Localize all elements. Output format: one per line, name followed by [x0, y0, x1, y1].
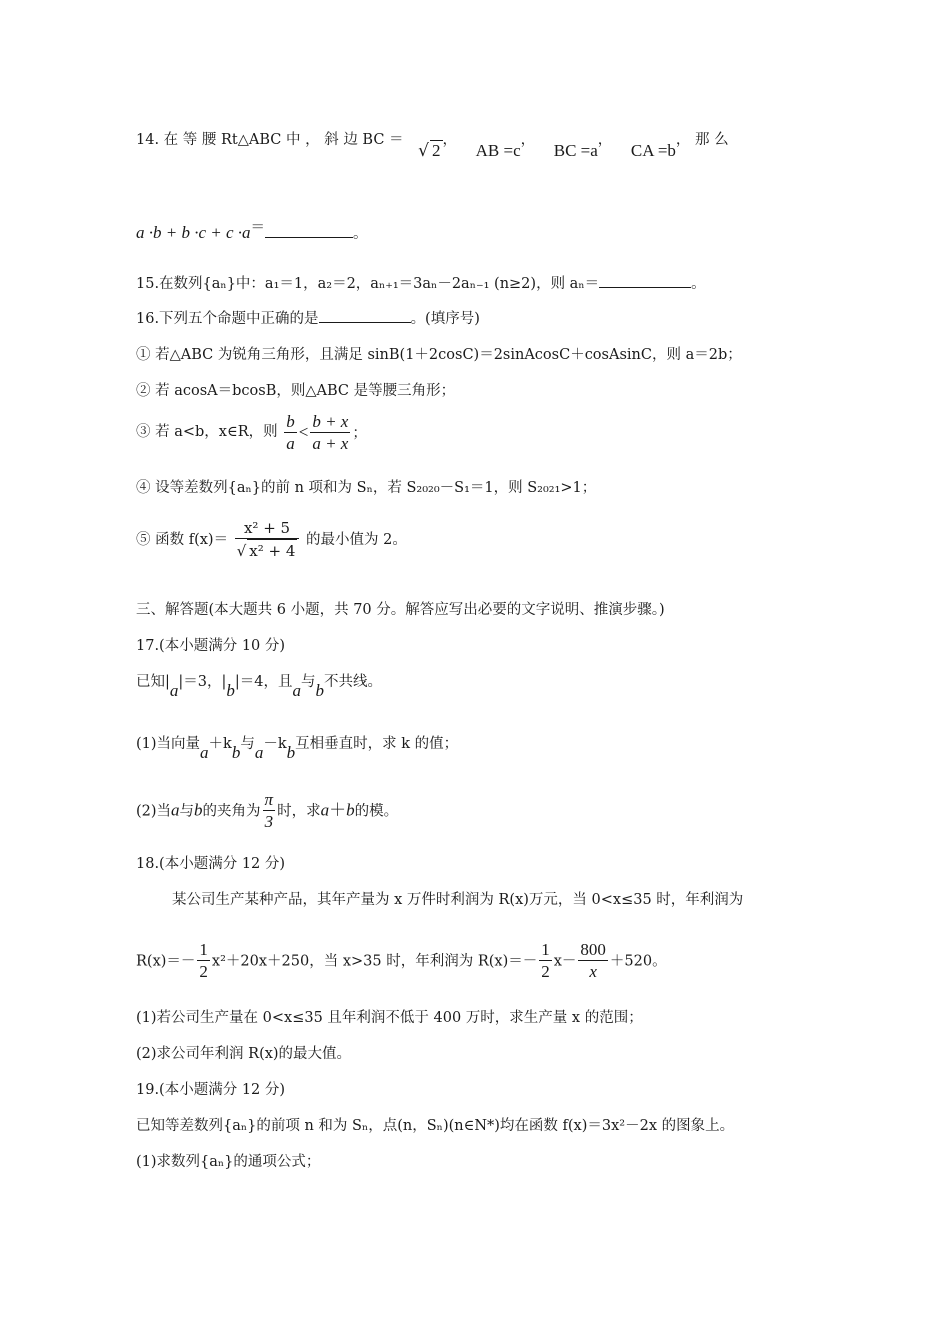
q16-item5-pre: ⑤ 函数 f(x)＝ [136, 532, 229, 548]
q16-item1: ① 若△ABC 为锐角三角形，且满足 sinB(1＋2cosC)＝2sinAcosC＋cosAsinC，则 a＝2b； [136, 347, 742, 363]
q14-sqrt-value: 2 [432, 141, 441, 160]
q14-ab: AB =c [475, 141, 521, 160]
q17-p1-d: －k [263, 736, 287, 752]
q18-line1: 某公司生产某种产品，其年产量为 x 万件时利润为 R(x)万元，当 0<x≤35 时，年利润为 [172, 892, 744, 908]
three: 3 [264, 812, 274, 831]
q14-line1: 14. 在 等 腰 Rt△ABC 中 ， 斜 边 BC ＝ √ 2， AB =c， BC =a， CA =b， 那 么 [136, 132, 729, 161]
q17-l1-b: |＝3，| [178, 674, 227, 690]
sqrt-sign-2: √ [236, 542, 247, 560]
frac2-num: b + x [312, 412, 349, 431]
q16-end: 。(填序号) [410, 311, 480, 327]
vector-b: b [315, 681, 325, 700]
q15-line [136, 272, 706, 293]
frac5-num: x² + 5 [235, 518, 300, 539]
q17-p2-e: 的模。 [354, 803, 399, 820]
section-three-heading: 三、解答题(本大题共 6 小题，共 70 分。解答应写出必要的文字说明、推演步骤。) [136, 602, 665, 618]
q18-part1: (1)若公司生产量在 0<x≤35 且年利润不低于 400 万时，求生产量 x 的范围； [136, 1010, 643, 1026]
q18-l2-b: x²＋20x＋250，当 x>35 时，年利润为 R(x)＝－ [211, 953, 538, 970]
q14-answer-blank[interactable] [265, 236, 353, 238]
pi: π [264, 790, 274, 809]
q17-line1 [136, 670, 383, 700]
vector-b: b [194, 800, 203, 820]
q18-l2-a: R(x)＝－ [136, 953, 196, 970]
vector-b: b [346, 800, 355, 820]
plus: ＋ [329, 800, 347, 820]
q17-p2-a: (2)当 [136, 803, 172, 820]
q14-text: 14. 在 等 腰 Rt△ABC 中 ， 斜 边 BC ＝ [136, 132, 404, 148]
q17-p2-b: 与 [179, 803, 195, 820]
q18-part2: (2)求公司年利润 R(x)的最大值。 [136, 1046, 352, 1062]
two: 2 [541, 962, 550, 981]
q16-item3-frac2 [310, 412, 350, 455]
q16-text: 16.下列五个命题中正确的是 [136, 311, 319, 327]
frac5-den-wrap [235, 539, 300, 562]
vector-a: a [200, 743, 209, 762]
q17-l1-e: 不共线。 [324, 674, 383, 690]
q19-head: 19.(本小题满分 12 分) [136, 1082, 286, 1098]
one: 1 [541, 940, 550, 959]
half-frac [197, 940, 210, 983]
frac1-num: b [286, 412, 295, 431]
sqrt-sign: √ [418, 141, 430, 161]
frac1-den: a [286, 434, 295, 453]
vector-b: b [286, 743, 296, 762]
q16-answer-blank[interactable] [319, 321, 411, 323]
q17-p2-c: 的夹角为 [202, 803, 261, 820]
q15-end: 。 [691, 276, 706, 292]
q15-answer-blank[interactable] [599, 286, 691, 288]
q17-part1 [136, 732, 459, 762]
q16-item3-lt: < [298, 422, 309, 442]
q14-expr: a ·b + b ·c + c ·a [136, 223, 251, 242]
vector-a: a [171, 800, 180, 820]
q16-item2: ② 若 acosA＝bcosB，则△ABC 是等腰三角形； [136, 383, 456, 399]
q17-l1-d: 与 [301, 674, 316, 690]
vector-a: a [169, 681, 179, 700]
frac5-den: x² + 4 [247, 539, 297, 562]
q16-item3-pre: ③ 若 a<b，x∈R，则 [136, 423, 278, 440]
q19-line1: 已知等差数列{aₙ}的前项 n 和为 Sₙ，点(n，Sₙ)(n∈N*)均在函数 f(x)＝3x²－2x 的图象上。 [136, 1118, 735, 1134]
q17-p1-a: (1)当向量 [136, 736, 201, 752]
800-over-x [578, 940, 608, 983]
q14-tail: ， 那 么 [675, 132, 729, 148]
q14-eq: ＝ [250, 220, 266, 236]
q16-item3 [136, 412, 367, 455]
one: 1 [199, 940, 208, 959]
q17-p1-e: 互相垂直时，求 k 的值； [295, 736, 459, 752]
q18-l2-c: x－ [553, 953, 577, 970]
q17-l1-c: |＝4，且 [234, 674, 293, 690]
q18-head: 18.(本小题满分 12 分) [136, 856, 286, 872]
q17-p1-b: ＋k [208, 736, 232, 752]
vector-a: a [292, 681, 302, 700]
q16-item5 [136, 518, 407, 562]
q18-l2-d: ＋520。 [609, 953, 667, 970]
q16-line [136, 307, 480, 328]
vector-b: b [231, 743, 241, 762]
q17-head: 17.(本小题满分 10 分) [136, 638, 286, 654]
q14-line2 [136, 222, 368, 243]
pi-over-3 [263, 790, 276, 833]
q15-text: 15.在数列{aₙ}中：a₁＝1，a₂＝2，aₙ₊₁＝3aₙ－2aₙ₋₁ (n≥2)，则 aₙ＝ [136, 276, 600, 292]
half-frac [539, 940, 552, 983]
q16-item5-frac [235, 518, 300, 562]
vector-a: a [320, 800, 330, 820]
q17-l1-a: 已知| [136, 674, 170, 690]
n800: 800 [580, 940, 606, 959]
q16-item3-end: ； [352, 425, 367, 442]
q16-item3-frac1 [284, 412, 297, 455]
q17-p1-c: 与 [240, 736, 255, 752]
q16-item4: ④ 设等差数列{aₙ}的前 n 项和为 Sₙ，若 S₂₀₂₀－S₁＝1，则 S₂₀₂₁>1； [136, 480, 597, 496]
q18-line2 [136, 940, 667, 983]
two: 2 [199, 962, 208, 981]
q16-item5-end: 的最小值为 2。 [305, 532, 407, 548]
x-den: x [589, 962, 597, 981]
q14-ca: CA =b [630, 141, 676, 160]
vector-b: b [226, 681, 235, 700]
q19-part1: (1)求数列{aₙ}的通项公式； [136, 1154, 321, 1170]
q14-end: 。 [353, 226, 368, 242]
q14-bc: BC =a [553, 141, 598, 160]
vector-a: a [254, 743, 264, 762]
q17-p2-d: 时，求 [277, 803, 321, 820]
q17-part2 [136, 790, 398, 833]
frac2-den: a + x [312, 434, 349, 453]
